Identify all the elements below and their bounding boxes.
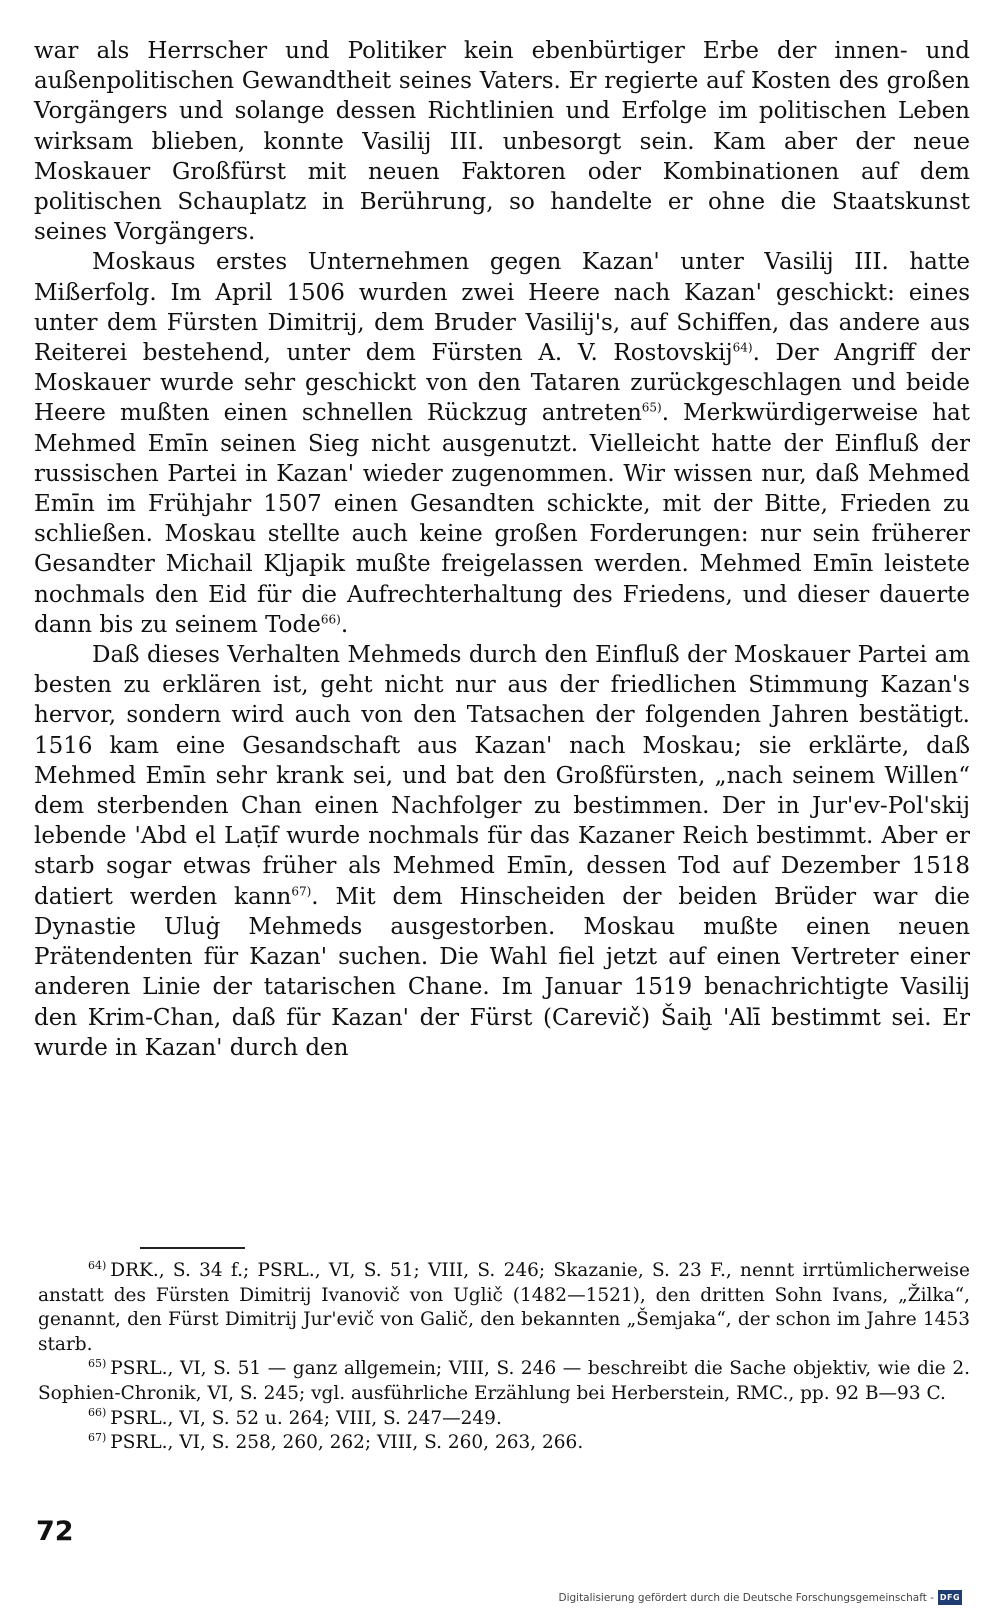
paragraph-2-part-b: . Der Angriff der Moskauer wurde sehr geschickt von den Tataren zurückgeschlagen und beide Heere mußten einen schnellen Rückzug antreten [34, 340, 970, 427]
footnotes [38, 1259, 970, 1456]
footnote-text: DRK., S. 34 f.; PSRL., VI, S. 51; VIII, S. 246; Skazanie, S. 23 F., nennt irrtümlicherweise anstatt des Fürsten Dimitrij Ivanovič von Uglič (1482—1521), den dritten Sohn Ivans, „Žilka“, genannt, den Fürst Dimitrij Jur'evič von Galič, den bekannten „Šemjaka“, der schon im Jahre 1453 starb. [38, 1260, 970, 1355]
footnote-ref-64: 64) [732, 340, 753, 355]
footnote-text: PSRL., VI, S. 52 u. 264; VIII, S. 247—249. [110, 1407, 502, 1429]
paragraph-2-part-d: . [340, 611, 349, 638]
paragraph-3-part-b: . Mit dem Hinscheiden der beiden Brüder war die Dynastie Uluġ Mehmeds ausgestorben. Moskau mußte einen neuen Prätendenten für Kazan' suchen. Die Wahl fiel jetzt auf einen Vertreter einer anderen Linie der tatarischen Chane. Im Januar 1519 benachrichtigte Vasilij den Krim-Chan, daß für Kazan' der Fürst (Carevič) Šaiḫ 'Alī bestimmt sei. Er wurde in Kazan' durch den [34, 883, 970, 1061]
footnote-mark: 65) [88, 1357, 107, 1371]
body-text [34, 36, 970, 1063]
dfg-logo [938, 1590, 962, 1605]
paragraph-2-part-c: . Merkwürdigerweise hat Mehmed Emīn seinen Sieg nicht ausgenutzt. Vielleicht hatte der Einfluß der russischen Partei in Kazan' wieder zugenommen. Wir wissen nur, daß Mehmed Emīn im Frühjahr 1507 einen Gesandten schickte, mit der Bitte, Frieden zu schließen. Moskau stellte auch keine großen Forderungen: nur sein früherer Gesandter Michail Kljapik mußte freigelassen werden. Mehmed Emīn leistete nochmals den Eid für die Aufrechterhaltung des Friedens, und dieser dauerte dann bis zu seinem Tode [34, 400, 970, 638]
footnote-ref-67: 67) [291, 884, 312, 899]
paragraph-3 [34, 640, 970, 1063]
digitization-credit: Digitalisierung gefördert durch die Deutsche Forschungsgemeinschaft - [558, 1592, 934, 1604]
footnote-mark: 64) [88, 1258, 107, 1272]
footnote-65 [38, 1357, 970, 1406]
paragraph-2-part-a: Moskaus erstes Unternehmen gegen Kazan' unter Vasilij III. hatte Mißerfolg. Im April 1506 wurden zwei Heere nach Kazan' geschickt: eines unter dem Fürsten Dimitrij, dem Bruder Vasilij's, auf Schiffen, das andere aus Reiterei bestehend, unter dem Fürsten A. V. Rostovskij [34, 249, 970, 367]
footnote-mark: 66) [88, 1406, 107, 1420]
footnote-ref-66: 66) [320, 612, 341, 627]
dfg-logo-text: DFG [939, 1593, 961, 1602]
paragraph-3-part-a: Daß dieses Verhalten Mehmeds durch den Einfluß der Moskauer Partei am besten zu erklären ist, geht nicht nur aus der friedlichen Stimmung Kazan's hervor, sondern wird auch von den Tatsachen der folgenden Jahren bestätigt. 1516 kam eine Gesandschaft aus Kazan' nach Moskau; sie erklärte, daß Mehmed Emīn sehr krank sei, und bat den Großfürsten, „nach seinem Willen“ dem sterbenden Chan einen Nachfolger zu bestimmen. Der in Jur'ev-Pol'skij lebende 'Abd el Laṭīf wurde nochmals für das Kazaner Reich bestimmt. Aber er starb sogar etwas früher als Mehmed Emīn, dessen Tod auf Dezember 1518 datiert werden kann [34, 642, 970, 910]
footnote-67 [38, 1431, 970, 1456]
page-number: 72 [36, 1516, 74, 1547]
paragraph-2 [34, 247, 970, 640]
paragraph-1: war als Herrscher und Politiker kein ebenbürtiger Erbe der innen- und außenpolitischen Gewandtheit seines Vaters. Er regierte auf Kosten des großen Vorgängers und solange dessen Richtlinien und Erfolge im politischen Leben wirksam blieben, konnte Vasilij III. unbesorgt sein. Kam aber der neue Moskauer Großfürst mit neuen Faktoren oder Kombinationen auf dem politischen Schauplatz in Berührung, so handelte er ohne die Staatskunst seines Vorgängers. [34, 38, 970, 246]
footnote-66 [38, 1407, 970, 1432]
footnote-mark: 67) [88, 1431, 107, 1444]
footnote-separator [140, 1247, 245, 1249]
footnote-text: PSRL., VI, S. 258, 260, 262; VIII, S. 260, 263, 266. [110, 1432, 584, 1454]
footnote-text: PSRL., VI, S. 51 — ganz allgemein; VIII, S. 246 — beschreibt die Sache objektiv, wie die 2. Sophien-Chronik, VI, S. 245; vgl. ausführliche Erzählung bei Herberstein, RMC., pp. 92 B—93 C. [38, 1358, 970, 1404]
footnote-ref-65: 65) [641, 400, 662, 415]
footnote-64 [38, 1259, 970, 1357]
